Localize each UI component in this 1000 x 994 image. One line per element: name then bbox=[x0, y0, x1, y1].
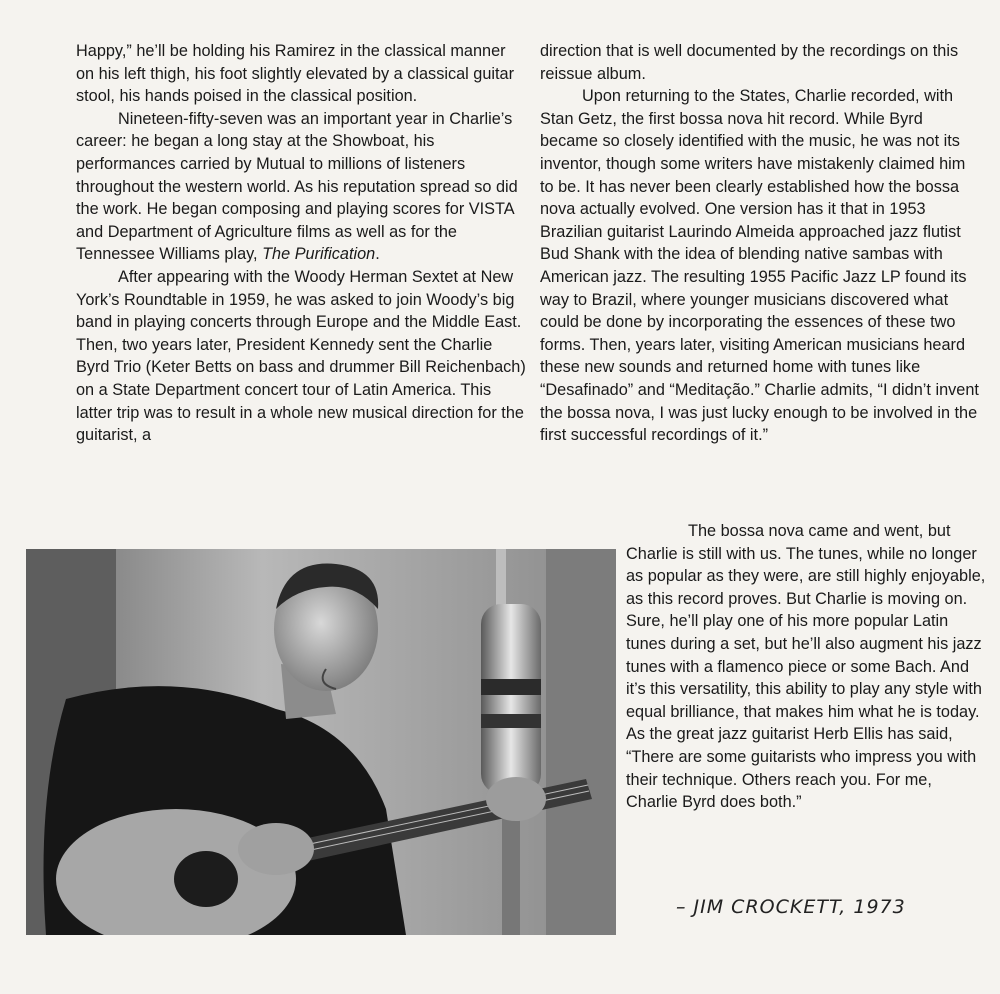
right-lower-text-column bbox=[626, 520, 986, 814]
right-text-column bbox=[540, 40, 980, 447]
left-text-column bbox=[76, 40, 526, 447]
paragraph bbox=[76, 108, 526, 266]
paragraph: After appearing with the Woody Herman Sextet at New York’s Roundtable in 1959, he was asked to join Woody’s big band in playing concerts through Europe and the Middle East. Then, two years later, President Kennedy sent the Charlie Byrd Trio (Keter Betts on bass and drummer Bill Reichenbach) on a State Department concert tour of Latin America. This latter trip was to result in a whole new musical direction for the guitarist, a bbox=[76, 267, 526, 445]
guitarist-photo bbox=[26, 549, 616, 935]
guitarist-photo-illustration bbox=[26, 549, 616, 935]
paragraph: The bossa nova came and went, but Charlie is still with us. The tunes, while no longer as popular as they were, are still highly enjoyable, as this record proves. But Charlie is moving on. Sure, he’ll play one of his more popular Latin tunes during a set, but he’ll also augment his jazz tunes with a flamenco piece or some Bach. And it’s this versatility, this ability to play any style with equal brilliance, that makes him what he is today. As the great jazz guitarist Herb Ellis has said, “There are some guitarists who impress you with their technique. Others reach you. For me, Charlie Byrd does both.” bbox=[626, 522, 986, 812]
play-title: The Purification bbox=[262, 245, 376, 264]
author-signature: – JIM CROCKETT, 1973 bbox=[676, 896, 906, 918]
paragraph: Upon returning to the States, Charlie recorded, with Stan Getz, the first bossa nova hit record. While Byrd became so closely identified with the music, he was not its inventor, though some writers have mistakenly claimed him to be. It has never been clearly established how the bossa nova actually evolved. One version has it that in 1953 Brazilian guitarist Laurindo Almeida approached jazz flutist Bud Shank with the idea of blending native sambas with American jazz. The resulting 1955 Pacific Jazz LP found its way to Brazil, where younger musicians discovered what could be done by incorporating the essences of these two forms. Then, years later, visiting American musicians heard these new sounds and returned home with tunes like “Desafinado” and “Meditação.” Charlie admits, “I didn’t invent the bossa nova, I was just lucky enough to be involved in the first successful recordings of it.” bbox=[540, 87, 979, 445]
paragraph: Happy,” he’ll be holding his Ramirez in the classical manner on his left thigh, his foot slightly elevated by a classical guitar stool, his hands poised in the classical position. bbox=[76, 42, 515, 106]
paragraph: direction that is well documented by the recordings on this reissue album. bbox=[540, 42, 959, 83]
paragraph-text: Nineteen-fifty-seven was an important year in Charlie’s career: he began a long stay at the Showboat, his performances carried by Mutual to millions of listeners throughout the western world. As his reputation spread so did the work. He began composing and playing scores for VISTA and Department of Agriculture films as well as for the Tennessee Williams play, bbox=[76, 109, 518, 264]
paragraph-end: . bbox=[375, 245, 380, 264]
